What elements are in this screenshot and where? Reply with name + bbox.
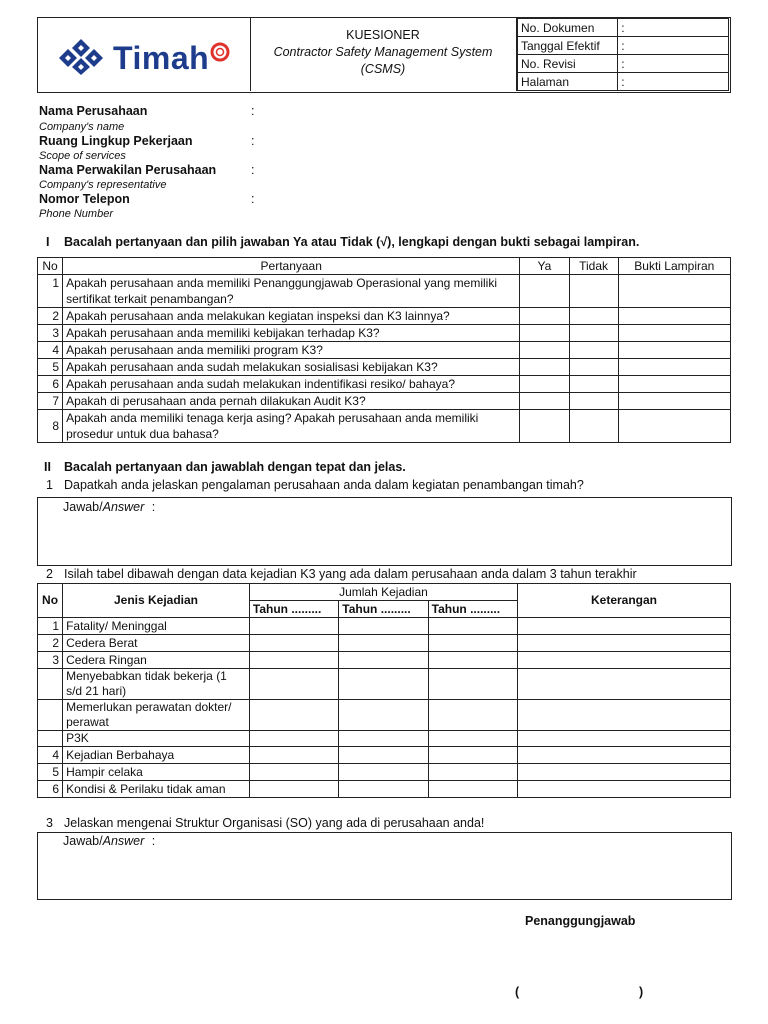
question-number: 1: [38, 275, 63, 308]
yes-cell[interactable]: [520, 410, 569, 443]
title-cell: [250, 18, 517, 91]
meta-value[interactable]: :: [618, 37, 729, 55]
question-text: Apakah perusahaan anda memiliki Penanggungjawab Operasional yang memiliki sertifikat terkait penambangan?: [63, 275, 520, 308]
yes-cell[interactable]: [520, 359, 569, 376]
meta-label: No. Revisi: [518, 55, 618, 73]
meta-value[interactable]: :: [618, 19, 729, 37]
signature-name-field[interactable]: [525, 985, 635, 1001]
meta-value[interactable]: :: [618, 73, 729, 91]
row-number: [38, 700, 63, 731]
document-header: [37, 17, 731, 93]
remarks-cell[interactable]: [518, 652, 731, 669]
answer-box-3[interactable]: [37, 832, 732, 900]
table-row: [38, 275, 731, 308]
table-row: [38, 308, 731, 325]
row-number: 1: [38, 618, 63, 635]
count-cell[interactable]: [249, 669, 338, 700]
yes-cell[interactable]: [520, 393, 569, 410]
incident-type: P3K: [63, 731, 250, 747]
incident-type: Hampir celaka: [63, 764, 250, 781]
answer-label-en: Answer: [102, 834, 145, 848]
representative-field[interactable]: :: [251, 163, 255, 177]
remarks-cell[interactable]: [518, 747, 731, 764]
answer-colon: :: [151, 834, 156, 848]
count-cell[interactable]: [339, 731, 428, 747]
count-cell[interactable]: [428, 731, 517, 747]
no-cell[interactable]: [569, 410, 618, 443]
q2-text: Isilah tabel dibawah dengan data kejadian K3 yang ada dalam perusahaan anda dalam 3 tahun terakhir: [64, 567, 637, 581]
q1-text: Dapatkah anda jelaskan pengalaman perusahaan anda dalam kegiatan penambangan timah?: [64, 478, 584, 492]
incidents-table: [37, 583, 731, 798]
table-row: [38, 764, 731, 781]
row-number: 3: [38, 652, 63, 669]
count-cell[interactable]: [339, 669, 428, 700]
remarks-cell[interactable]: [518, 700, 731, 731]
count-cell[interactable]: [249, 700, 338, 731]
count-cell[interactable]: [339, 747, 428, 764]
remarks-cell[interactable]: [518, 764, 731, 781]
count-cell[interactable]: [428, 669, 517, 700]
table-row: [38, 652, 731, 669]
form-subtitle-abbr: (CSMS): [360, 62, 406, 76]
scope-field[interactable]: :: [251, 134, 255, 148]
count-cell[interactable]: [428, 781, 517, 798]
count-cell[interactable]: [339, 700, 428, 731]
answer-label-en: Answer: [102, 500, 145, 514]
col-incident-type: Jenis Kejadian: [63, 584, 250, 618]
remarks-cell[interactable]: [518, 669, 731, 700]
count-cell[interactable]: [428, 764, 517, 781]
answer-label: [63, 500, 155, 514]
no-cell[interactable]: [569, 376, 618, 393]
section1-instruction: Bacalah pertanyaan dan pilih jawaban Ya atau Tidak (√), lengkapi dengan bukti sebagai lampiran.: [64, 235, 640, 249]
table-row: [38, 635, 731, 652]
no-cell[interactable]: [569, 275, 618, 308]
count-cell[interactable]: [339, 652, 428, 669]
question-number: 4: [38, 342, 63, 359]
col-evidence: Bukti Lampiran: [618, 258, 730, 275]
evidence-cell[interactable]: [618, 359, 730, 376]
incident-type: Kondisi & Perilaku tidak aman: [63, 781, 250, 798]
count-cell[interactable]: [249, 747, 338, 764]
meta-label: Tanggal Efektif: [518, 37, 618, 55]
no-cell[interactable]: [569, 393, 618, 410]
question-number: 6: [38, 376, 63, 393]
q3-number: 3: [46, 816, 53, 830]
row-number: 5: [38, 764, 63, 781]
document-meta-table: [517, 18, 729, 91]
evidence-cell[interactable]: [618, 308, 730, 325]
table-row: [38, 731, 731, 747]
count-cell[interactable]: [428, 747, 517, 764]
col-year-2: Tahun .........: [339, 601, 428, 618]
question-number: 5: [38, 359, 63, 376]
yes-cell[interactable]: [520, 308, 569, 325]
table-header-row: [38, 584, 731, 601]
evidence-cell[interactable]: [618, 325, 730, 342]
table-row: [38, 781, 731, 798]
row-number: [38, 669, 63, 700]
questions-table: [37, 257, 731, 443]
table-row: [38, 700, 731, 731]
q3-text: Jelaskan mengenai Struktur Organisasi (SO) yang ada di perusahaan anda!: [64, 816, 485, 830]
table-row: [38, 359, 731, 376]
company-name-sublabel: Company's name: [39, 121, 125, 133]
table-row: [38, 376, 731, 393]
phone-field[interactable]: :: [251, 192, 255, 206]
count-cell[interactable]: [249, 652, 338, 669]
question-number: 8: [38, 410, 63, 443]
table-row: [38, 410, 731, 443]
evidence-cell[interactable]: [618, 376, 730, 393]
meta-row: [518, 73, 729, 91]
remarks-cell[interactable]: [518, 781, 731, 798]
logo-ring-icon: [209, 41, 231, 63]
question-text: Apakah perusahaan anda sudah melakukan sosialisasi kebijakan K3?: [63, 359, 520, 376]
meta-row: [518, 19, 729, 37]
form-subtitle: Contractor Safety Management System: [273, 45, 493, 59]
count-cell[interactable]: [339, 635, 428, 652]
row-number: 6: [38, 781, 63, 798]
signature-label: Penanggungjawab: [525, 914, 636, 928]
question-number: 2: [38, 308, 63, 325]
question-text: Apakah perusahaan anda memiliki program K3?: [63, 342, 520, 359]
yes-cell[interactable]: [520, 342, 569, 359]
incident-type: Cedera Berat: [63, 635, 250, 652]
incident-type: Menyebabkan tidak bekerja (1 s/d 21 hari): [63, 669, 250, 700]
evidence-cell[interactable]: [618, 410, 730, 443]
row-number: 4: [38, 747, 63, 764]
section2-number: II: [44, 460, 51, 474]
table-row: [38, 747, 731, 764]
question-text: Apakah anda memiliki tenaga kerja asing? Apakah perusahaan anda memiliki prosedur untuk dua bahasa?: [63, 410, 520, 443]
meta-label: Halaman: [518, 73, 618, 91]
no-cell[interactable]: [569, 308, 618, 325]
meta-row: [518, 55, 729, 73]
count-cell[interactable]: [428, 618, 517, 635]
count-cell[interactable]: [428, 652, 517, 669]
col-no-answer: Tidak: [569, 258, 618, 275]
table-header-row: [38, 258, 731, 275]
col-year-3: Tahun .........: [428, 601, 517, 618]
phone-label: Nomor Telepon: [39, 192, 130, 206]
no-cell[interactable]: [569, 359, 618, 376]
yes-cell[interactable]: [520, 325, 569, 342]
q1-number: 1: [46, 478, 53, 492]
incident-type: Memerlukan perawatan dokter/ perawat: [63, 700, 250, 731]
logo-cell: [38, 18, 251, 91]
col-year-1: Tahun .........: [249, 601, 338, 618]
section1-number: I: [46, 235, 50, 249]
table-row: [38, 669, 731, 700]
question-number: 7: [38, 393, 63, 410]
count-cell[interactable]: [428, 635, 517, 652]
company-name-label: Nama Perusahaan: [39, 104, 148, 118]
signature-close-paren: ): [639, 985, 644, 999]
yes-cell[interactable]: [520, 275, 569, 308]
question-text: Apakah perusahaan anda memiliki kebijakan terhadap K3?: [63, 325, 520, 342]
no-cell[interactable]: [569, 325, 618, 342]
representative-label: Nama Perwakilan Perusahaan: [39, 163, 217, 177]
evidence-cell[interactable]: [618, 342, 730, 359]
meta-value[interactable]: :: [618, 55, 729, 73]
col-yes: Ya: [520, 258, 569, 275]
meta-label: No. Dokumen: [518, 19, 618, 37]
count-cell[interactable]: [428, 700, 517, 731]
answer-box-1[interactable]: [37, 497, 732, 566]
count-cell[interactable]: [249, 635, 338, 652]
table-row: [38, 342, 731, 359]
count-cell[interactable]: [249, 781, 338, 798]
remarks-cell[interactable]: [518, 731, 731, 747]
count-cell[interactable]: [339, 781, 428, 798]
remarks-cell[interactable]: [518, 618, 731, 635]
incident-type: Fatality/ Meninggal: [63, 618, 250, 635]
evidence-cell[interactable]: [618, 393, 730, 410]
table-row: [38, 325, 731, 342]
table-row: [38, 393, 731, 410]
col-no: No: [38, 584, 63, 618]
q2-number: 2: [46, 567, 53, 581]
count-cell[interactable]: [249, 731, 338, 747]
signature-open-paren: (: [515, 985, 520, 999]
incident-type: Kejadian Berbahaya: [63, 747, 250, 764]
remarks-cell[interactable]: [518, 635, 731, 652]
yes-cell[interactable]: [520, 376, 569, 393]
count-cell[interactable]: [249, 764, 338, 781]
col-question: Pertanyaan: [63, 258, 520, 275]
representative-sublabel: Company's representative: [39, 179, 167, 191]
company-name-field[interactable]: :: [251, 104, 255, 118]
answer-label-id: Jawab/: [63, 500, 103, 514]
meta-row: [518, 37, 729, 55]
row-number: [38, 731, 63, 747]
evidence-cell[interactable]: [618, 275, 730, 308]
answer-label-id: Jawab/: [63, 834, 103, 848]
count-cell[interactable]: [339, 618, 428, 635]
answer-colon: :: [151, 500, 156, 514]
answer-label: [63, 834, 155, 848]
question-text: Apakah di perusahaan anda pernah dilakukan Audit K3?: [63, 393, 520, 410]
question-number: 3: [38, 325, 63, 342]
col-no: No: [38, 258, 63, 275]
scope-sublabel: Scope of services: [39, 150, 126, 162]
no-cell[interactable]: [569, 342, 618, 359]
incident-type: Cedera Ringan: [63, 652, 250, 669]
col-remarks: Keterangan: [518, 584, 731, 618]
form-title: KUESIONER: [346, 28, 420, 42]
count-cell[interactable]: [339, 764, 428, 781]
table-row: [38, 618, 731, 635]
scope-label: Ruang Lingkup Pekerjaan: [39, 134, 193, 148]
question-text: Apakah perusahaan anda sudah melakukan indentifikasi resiko/ bahaya?: [63, 376, 520, 393]
phone-sublabel: Phone Number: [39, 208, 113, 220]
section2-instruction: Bacalah pertanyaan dan jawablah dengan tepat dan jelas.: [64, 460, 406, 474]
count-cell[interactable]: [249, 618, 338, 635]
timah-logo-icon: [58, 38, 104, 76]
logo-wordmark: Timah: [113, 40, 210, 76]
question-text: Apakah perusahaan anda melakukan kegiatan inspeksi dan K3 lainnya?: [63, 308, 520, 325]
row-number: 2: [38, 635, 63, 652]
col-incident-count: Jumlah Kejadian: [249, 584, 517, 601]
